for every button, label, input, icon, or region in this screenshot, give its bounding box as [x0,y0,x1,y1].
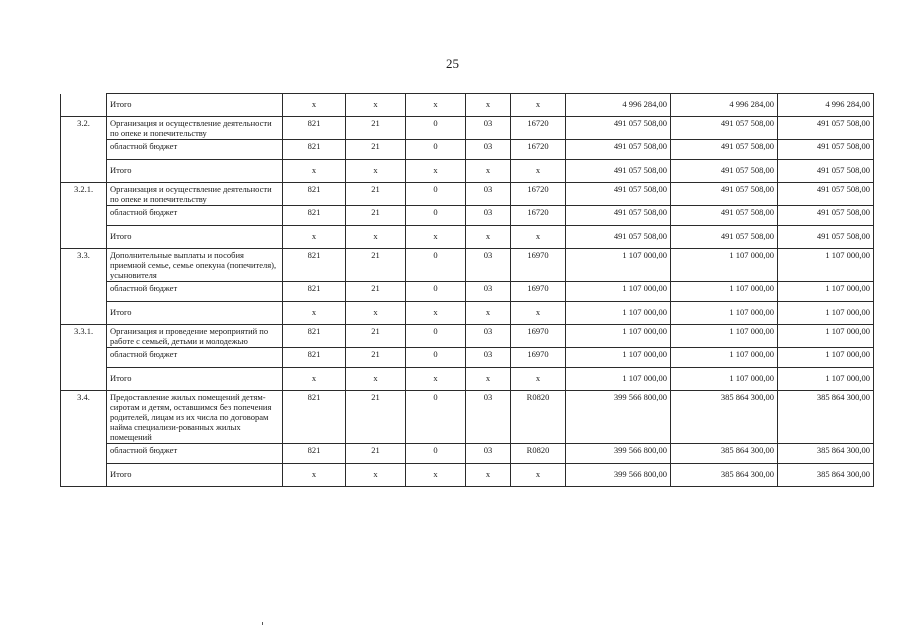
table-row [61,302,874,325]
code-grbs: 821 [283,325,346,348]
code-grbs: 821 [283,282,346,302]
code-grbs: 821 [283,444,346,464]
row-name: Организация и проведение мероприятий по работе с семьей, детьми и молодежью [107,325,283,348]
page-number: 25 [446,56,459,71]
row-name: Итого [107,368,283,391]
table-row [61,391,874,444]
code-program: х [346,368,406,391]
row-index [61,140,107,160]
amount-year-2: 385 864 300,00 [671,444,778,464]
code-program: 21 [346,348,406,368]
code-grbs: 821 [283,348,346,368]
amount-year-3: 1 107 000,00 [778,249,874,282]
amount-year-3: 1 107 000,00 [778,348,874,368]
code-event: х [466,160,511,183]
row-name: Итого [107,94,283,117]
code-subprogram: 0 [406,249,466,282]
code-program: 21 [346,140,406,160]
code-event: х [466,94,511,117]
code-program: 21 [346,206,406,226]
code-grbs: 821 [283,206,346,226]
code-subprogram: х [406,302,466,325]
row-index [61,160,107,183]
code-subprogram: х [406,160,466,183]
table-row [61,226,874,249]
code-program: х [346,302,406,325]
table-row [61,348,874,368]
code-event: 03 [466,140,511,160]
amount-year-1: 491 057 508,00 [566,160,671,183]
code-program: х [346,226,406,249]
amount-year-3: 1 107 000,00 [778,368,874,391]
amount-year-2: 1 107 000,00 [671,368,778,391]
amount-year-3: 491 057 508,00 [778,117,874,140]
code-grbs: х [283,464,346,487]
table-row [61,183,874,206]
code-subprogram: 0 [406,117,466,140]
amount-year-2: 1 107 000,00 [671,325,778,348]
row-index [61,226,107,249]
code-direction: х [511,464,566,487]
amount-year-2: 491 057 508,00 [671,206,778,226]
code-direction: 16720 [511,140,566,160]
code-program: 21 [346,282,406,302]
amount-year-1: 399 566 800,00 [566,444,671,464]
row-name: Итого [107,226,283,249]
row-index [61,302,107,325]
code-event: 03 [466,348,511,368]
table-body [61,94,874,487]
row-index [61,368,107,391]
code-direction: х [511,368,566,391]
row-name: областной бюджет [107,444,283,464]
code-subprogram: 0 [406,282,466,302]
amount-year-1: 491 057 508,00 [566,117,671,140]
row-name: областной бюджет [107,282,283,302]
code-subprogram: 0 [406,348,466,368]
code-event: 03 [466,249,511,282]
code-grbs: х [283,94,346,117]
code-grbs: х [283,302,346,325]
amount-year-2: 4 996 284,00 [671,94,778,117]
code-direction: 16720 [511,206,566,226]
row-name: Итого [107,464,283,487]
amount-year-2: 1 107 000,00 [671,282,778,302]
code-subprogram: х [406,368,466,391]
code-subprogram: 0 [406,391,466,444]
code-grbs: 821 [283,117,346,140]
row-index: 3.3.1. [61,325,107,348]
row-name: областной бюджет [107,206,283,226]
amount-year-2: 1 107 000,00 [671,348,778,368]
code-program: 21 [346,249,406,282]
code-event: 03 [466,391,511,444]
amount-year-2: 491 057 508,00 [671,160,778,183]
table-row [61,117,874,140]
code-grbs: 821 [283,391,346,444]
table-row [61,206,874,226]
code-event: х [466,302,511,325]
code-grbs: х [283,368,346,391]
amount-year-3: 1 107 000,00 [778,282,874,302]
amount-year-1: 491 057 508,00 [566,226,671,249]
code-direction: х [511,226,566,249]
code-event: 03 [466,206,511,226]
amount-year-1: 1 107 000,00 [566,282,671,302]
row-index [61,282,107,302]
code-program: 21 [346,325,406,348]
row-name: Организация и осуществление деятельности по опеке и попечительству [107,183,283,206]
code-direction: х [511,160,566,183]
code-subprogram: 0 [406,325,466,348]
row-index: 3.3. [61,249,107,282]
code-direction: 16970 [511,348,566,368]
code-direction: 16720 [511,117,566,140]
row-name: Предоставление жилых помещений детям-сиротам и детям, оставшимся без попечения родителей, лицам из их числа по договорам найма специализи-рованных жилых помещений [107,391,283,444]
amount-year-3: 1 107 000,00 [778,325,874,348]
code-program: 21 [346,117,406,140]
table-row [61,444,874,464]
row-name: Организация и осуществление деятельности по опеке и попечительству [107,117,283,140]
code-event: 03 [466,444,511,464]
code-subprogram: х [406,94,466,117]
amount-year-1: 491 057 508,00 [566,140,671,160]
row-index: 3.2. [61,117,107,140]
code-subprogram: х [406,226,466,249]
amount-year-1: 4 996 284,00 [566,94,671,117]
amount-year-3: 491 057 508,00 [778,226,874,249]
amount-year-2: 385 864 300,00 [671,464,778,487]
amount-year-2: 1 107 000,00 [671,249,778,282]
code-program: х [346,94,406,117]
code-program: 21 [346,444,406,464]
amount-year-3: 385 864 300,00 [778,391,874,444]
code-program: х [346,464,406,487]
code-event: 03 [466,183,511,206]
amount-year-3: 491 057 508,00 [778,160,874,183]
amount-year-3: 491 057 508,00 [778,206,874,226]
amount-year-3: 491 057 508,00 [778,140,874,160]
amount-year-3: 4 996 284,00 [778,94,874,117]
amount-year-3: 1 107 000,00 [778,302,874,325]
amount-year-3: 491 057 508,00 [778,183,874,206]
amount-year-2: 1 107 000,00 [671,302,778,325]
row-name: Итого [107,160,283,183]
amount-year-1: 1 107 000,00 [566,325,671,348]
row-name: областной бюджет [107,140,283,160]
code-grbs: 821 [283,183,346,206]
amount-year-2: 491 057 508,00 [671,140,778,160]
table-row [61,94,874,117]
code-grbs: х [283,226,346,249]
code-event: 03 [466,325,511,348]
table-row [61,325,874,348]
code-program: 21 [346,391,406,444]
code-direction: 16970 [511,325,566,348]
amount-year-1: 491 057 508,00 [566,206,671,226]
code-direction: х [511,94,566,117]
row-index [61,348,107,368]
row-index [61,464,107,487]
code-subprogram: 0 [406,444,466,464]
amount-year-1: 399 566 800,00 [566,391,671,444]
amount-year-2: 491 057 508,00 [671,183,778,206]
budget-table [60,93,874,487]
row-index: 3.2.1. [61,183,107,206]
row-index [61,444,107,464]
table-row [61,160,874,183]
code-program: х [346,160,406,183]
table-row [61,464,874,487]
scan-mark [262,622,263,625]
table-row [61,282,874,302]
code-subprogram: х [406,464,466,487]
row-index [61,94,107,117]
row-index [61,206,107,226]
code-event: 03 [466,117,511,140]
amount-year-3: 385 864 300,00 [778,444,874,464]
code-subprogram: 0 [406,183,466,206]
code-direction: 16970 [511,249,566,282]
amount-year-1: 1 107 000,00 [566,368,671,391]
code-grbs: 821 [283,249,346,282]
amount-year-1: 1 107 000,00 [566,249,671,282]
amount-year-1: 1 107 000,00 [566,302,671,325]
amount-year-3: 385 864 300,00 [778,464,874,487]
code-subprogram: 0 [406,206,466,226]
amount-year-1: 399 566 800,00 [566,464,671,487]
code-event: х [466,226,511,249]
code-grbs: 821 [283,140,346,160]
code-event: х [466,368,511,391]
code-subprogram: 0 [406,140,466,160]
amount-year-1: 491 057 508,00 [566,183,671,206]
row-name: Дополнительные выплаты и пособия приемной семье, семье опекуна (попечителя), усыновителя [107,249,283,282]
row-index: 3.4. [61,391,107,444]
row-name: областной бюджет [107,348,283,368]
code-event: х [466,464,511,487]
code-direction: 16720 [511,183,566,206]
code-direction: х [511,302,566,325]
code-program: 21 [346,183,406,206]
amount-year-2: 491 057 508,00 [671,117,778,140]
amount-year-2: 385 864 300,00 [671,391,778,444]
code-direction: R0820 [511,444,566,464]
table-row [61,249,874,282]
amount-year-1: 1 107 000,00 [566,348,671,368]
amount-year-2: 491 057 508,00 [671,226,778,249]
code-event: 03 [466,282,511,302]
table-row [61,140,874,160]
code-grbs: х [283,160,346,183]
code-direction: 16970 [511,282,566,302]
row-name: Итого [107,302,283,325]
table-row [61,368,874,391]
code-direction: R0820 [511,391,566,444]
